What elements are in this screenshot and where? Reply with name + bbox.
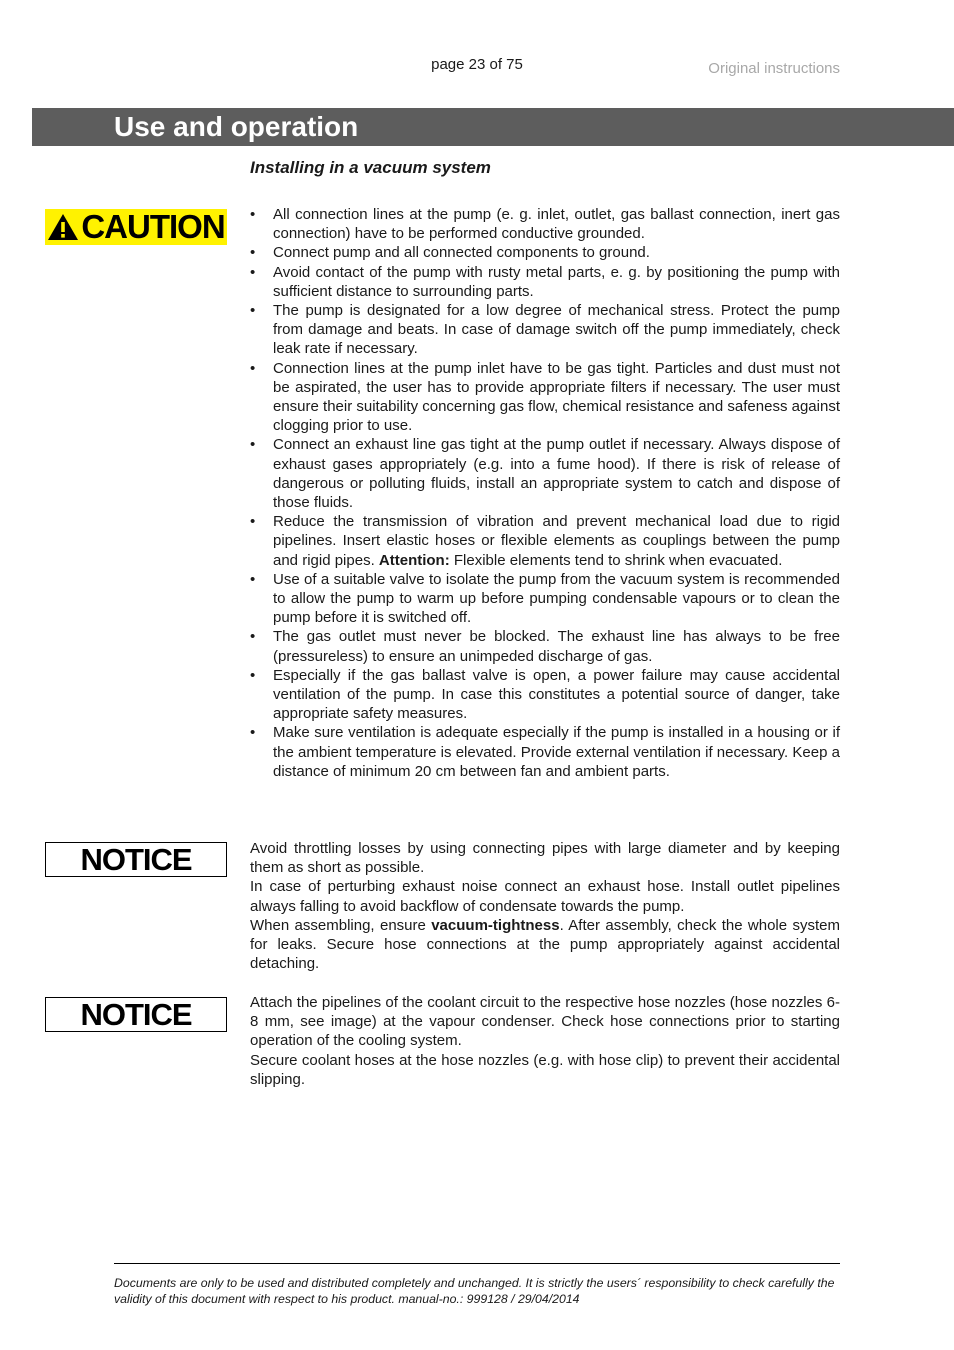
notice-label: NOTICE xyxy=(45,997,227,1032)
list-item: • Connect an exhaust line gas tight at the pump outlet if necessary. Always dispose of exhaust gases appropriately (e.g. into a fume hood). If there is risk of release of dangerous or polluting fluids, install an appropriate system to catch and dispose of those fluids. xyxy=(250,435,840,512)
paragraph: In case of perturbing exhaust noise connect an exhaust hose. Install outlet pipelines always falling to avoid backflow of condensate towards the pump. xyxy=(250,878,840,915)
notice-label: NOTICE xyxy=(45,842,227,877)
paragraph-text: . After assembly, check the whole system for leaks. Secure hose connections at the pump appropriately against accidental detaching. xyxy=(250,916,840,973)
footer-note: Documents are only to be used and distributed completely and unchanged. It is strictly the users´ responsibility to check carefully the validity of this document with respect to his product. manual-no.: 999128 / 29/04/2014 xyxy=(114,1276,835,1306)
section-header-bar xyxy=(32,108,954,146)
list-item: • The pump is designated for a low degree of mechanical stress. Protect the pump from damage and beats. In case of damage switch off the pump immediately, check leak rate if necessary. xyxy=(250,301,840,359)
doc-type-label: Original instructions xyxy=(708,60,840,77)
notice-text-2 xyxy=(250,993,840,1089)
warning-triangle-icon xyxy=(47,213,79,241)
paragraph: Attach the pipelines of the coolant circuit to the respective hose nozzles (hose nozzles 6-8 mm, see image) at the vapour condenser. Check hose connections prior to starting operation of the cooling system. xyxy=(250,994,840,1050)
section-title: Use and operation xyxy=(114,111,359,142)
list-item-text: Reduce the transmission of vibration and prevent mechanical load due to rigid pipelines. Insert elastic hoses or flexible elements as couplings between the pump and rigid pipes. xyxy=(273,513,840,569)
list-item: • Especially if the gas ballast valve is open, a power failure may cause accidental ventilation of the pump. In case this constitutes a potential source of danger, take appropriate safety measures. xyxy=(250,666,840,724)
paragraph-text: When assembling, ensure xyxy=(250,916,432,934)
footer-divider xyxy=(114,1263,840,1264)
list-item: • All connection lines at the pump (e. g. inlet, outlet, gas ballast connection, inert gas connection) have to be performed conductive grounded. xyxy=(250,205,840,243)
list-item: • The gas outlet must never be blocked. The exhaust line has always to be free (pressureless) to ensure an unimpeded discharge of gas. xyxy=(250,627,840,665)
paragraph: Secure coolant hoses at the hose nozzles (e.g. with hose clip) to prevent their accidental slipping. xyxy=(250,1051,840,1088)
list-item-text: Flexible elements tend to shrink when evacuated. xyxy=(449,551,783,569)
sub-heading: Installing in a vacuum system xyxy=(250,158,491,177)
list-item: • Avoid contact of the pump with rusty metal parts, e. g. by positioning the pump with sufficient distance to surrounding parts. xyxy=(250,263,840,301)
paragraph xyxy=(250,916,840,974)
list-item xyxy=(250,512,840,570)
page-number: page 23 of 75 xyxy=(431,56,523,73)
notice-text-1 xyxy=(250,839,840,973)
attention-label: Attention: xyxy=(378,551,450,569)
vacuum-tightness-term: vacuum-tightness xyxy=(431,916,560,934)
caution-label-text: CAUTION xyxy=(81,208,225,245)
list-item: • Make sure ventilation is adequate especially if the pump is installed in a housing or if the ambient temperature is elevated. Provide external ventilation if necessary. Keep a distance of minimum 20 cm between fan and ambient parts. xyxy=(250,723,840,781)
paragraph: Avoid throttling losses by using connecting pipes with large diameter and by keeping them as short as possible. xyxy=(250,840,840,877)
list-item: • Connect pump and all connected components to ground. xyxy=(250,243,840,262)
list-item: • Connection lines at the pump inlet have to be gas tight. Particles and dust must not be aspirated, the user has to provide appropriate filters if necessary. The user must ensure their suitability concerning gas flow, chemical resistance and safeness against clogging prior to use. xyxy=(250,359,840,436)
caution-label xyxy=(45,209,227,245)
list-item: • Use of a suitable valve to isolate the pump from the vacuum system is recommended to allow the pump to warm up before pumping condensable vapours or to clean the pump before it is switched off. xyxy=(250,570,840,628)
caution-list xyxy=(250,205,840,781)
